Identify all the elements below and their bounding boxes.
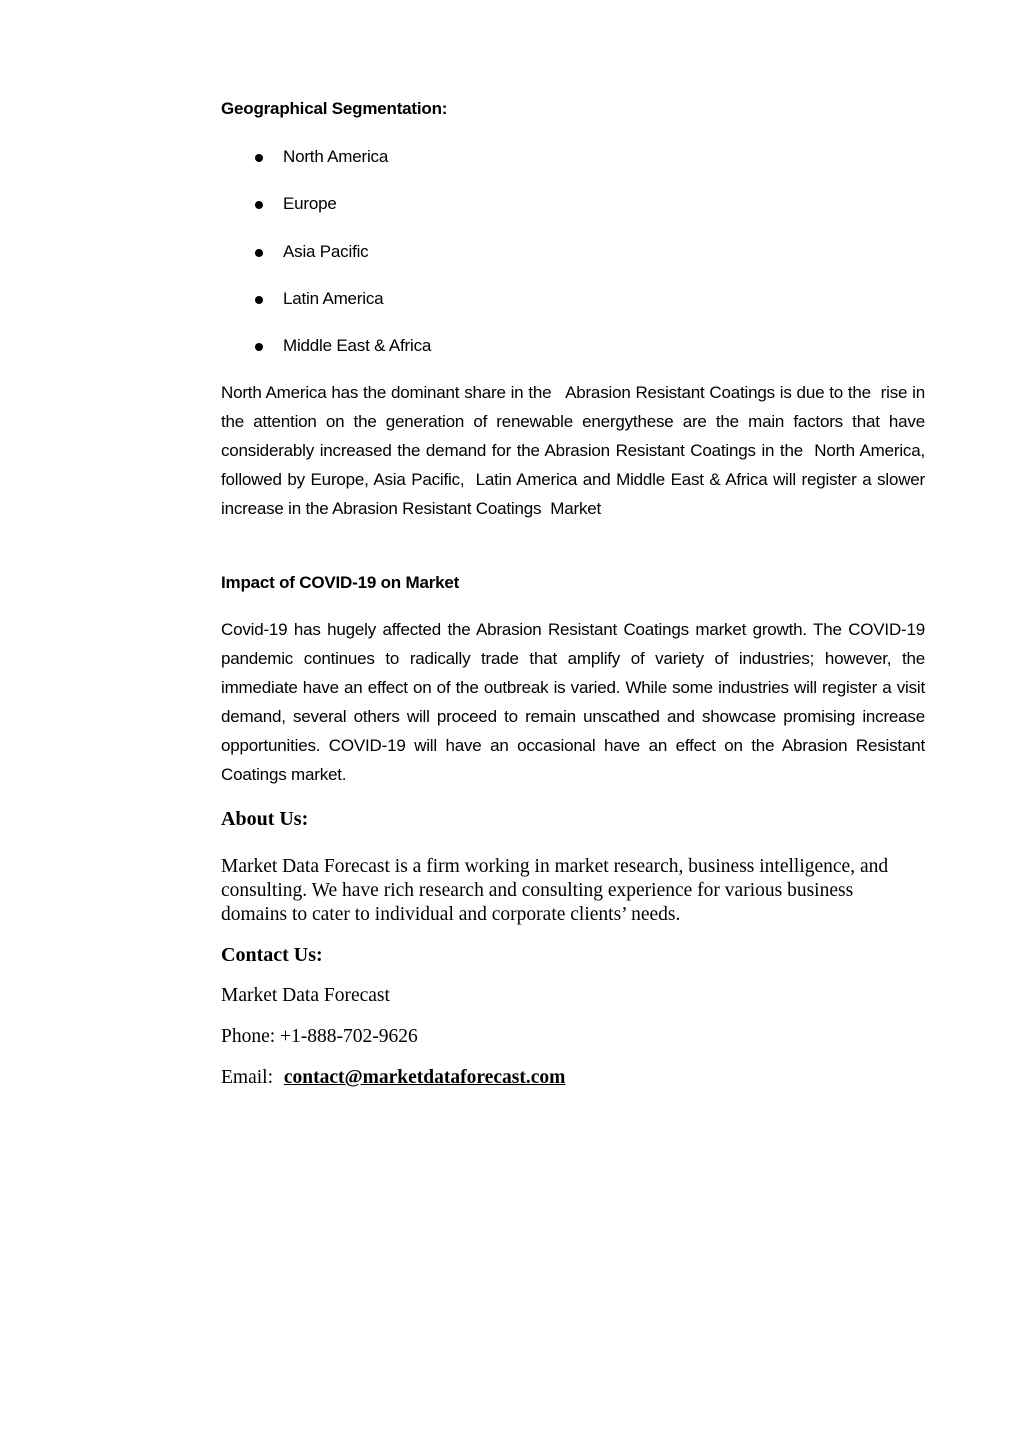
region-label: North America — [283, 147, 389, 166]
email-link[interactable]: contact@marketdataforecast.com — [283, 1067, 566, 1088]
region-label: Latin America — [283, 288, 384, 308]
bullet-icon — [255, 154, 263, 162]
phone-number: Phone: +1-888-702-9626 — [221, 1026, 418, 1047]
region-label: Middle East & Africa — [283, 336, 432, 355]
region-label: Asia Pacific — [283, 241, 369, 261]
region-label: Europe — [283, 194, 337, 214]
geographical-segmentation-heading: Geographical Segmentation: — [221, 99, 448, 118]
bullet-icon — [255, 249, 263, 257]
email-line — [221, 1067, 565, 1089]
email-label: Email: — [221, 1067, 273, 1088]
contact-us-heading: Contact Us: — [221, 944, 323, 966]
about-us-heading: About Us: — [221, 808, 309, 830]
bullet-icon — [255, 296, 263, 304]
company-name: Market Data Forecast — [221, 985, 390, 1006]
covid-impact-heading: Impact of COVID-19 on Market — [221, 573, 460, 592]
bullet-icon — [255, 201, 263, 209]
bullet-icon — [255, 343, 263, 351]
about-us-paragraph: Market Data Forecast is a firm working in market research, business intelligence, and consulting. We have rich research and consulting experience for various business domains to cater to individual and corporate clients’ needs. — [221, 856, 889, 925]
covid-impact-paragraph: Covid-19 has hugely affected the Abrasion Resistant Coatings market growth. The COVID-19 pandemic continues to radically trade that amplify of variety of industries; however, the immediate have an effect on of the outbreak is varied. While some industries will register a visit demand, several others will proceed to remain unscathed and showcase promising increase opportunities. COVID-19 will have an occasional have an effect on the Abrasion Resistant Coatings market. — [221, 620, 925, 784]
regional-analysis-paragraph: North America has the dominant share in the Abrasion Resistant Coatings is due to the rise in the attention on the generation of renewable energythese are the main factors that have considerably increased the demand for the Abrasion Resistant Coatings in the North America, followed by Europe, Asia Pacific, Latin America and Middle East & Africa will register a slower increase in the Abrasion Resistant Coatings Market — [221, 383, 930, 518]
